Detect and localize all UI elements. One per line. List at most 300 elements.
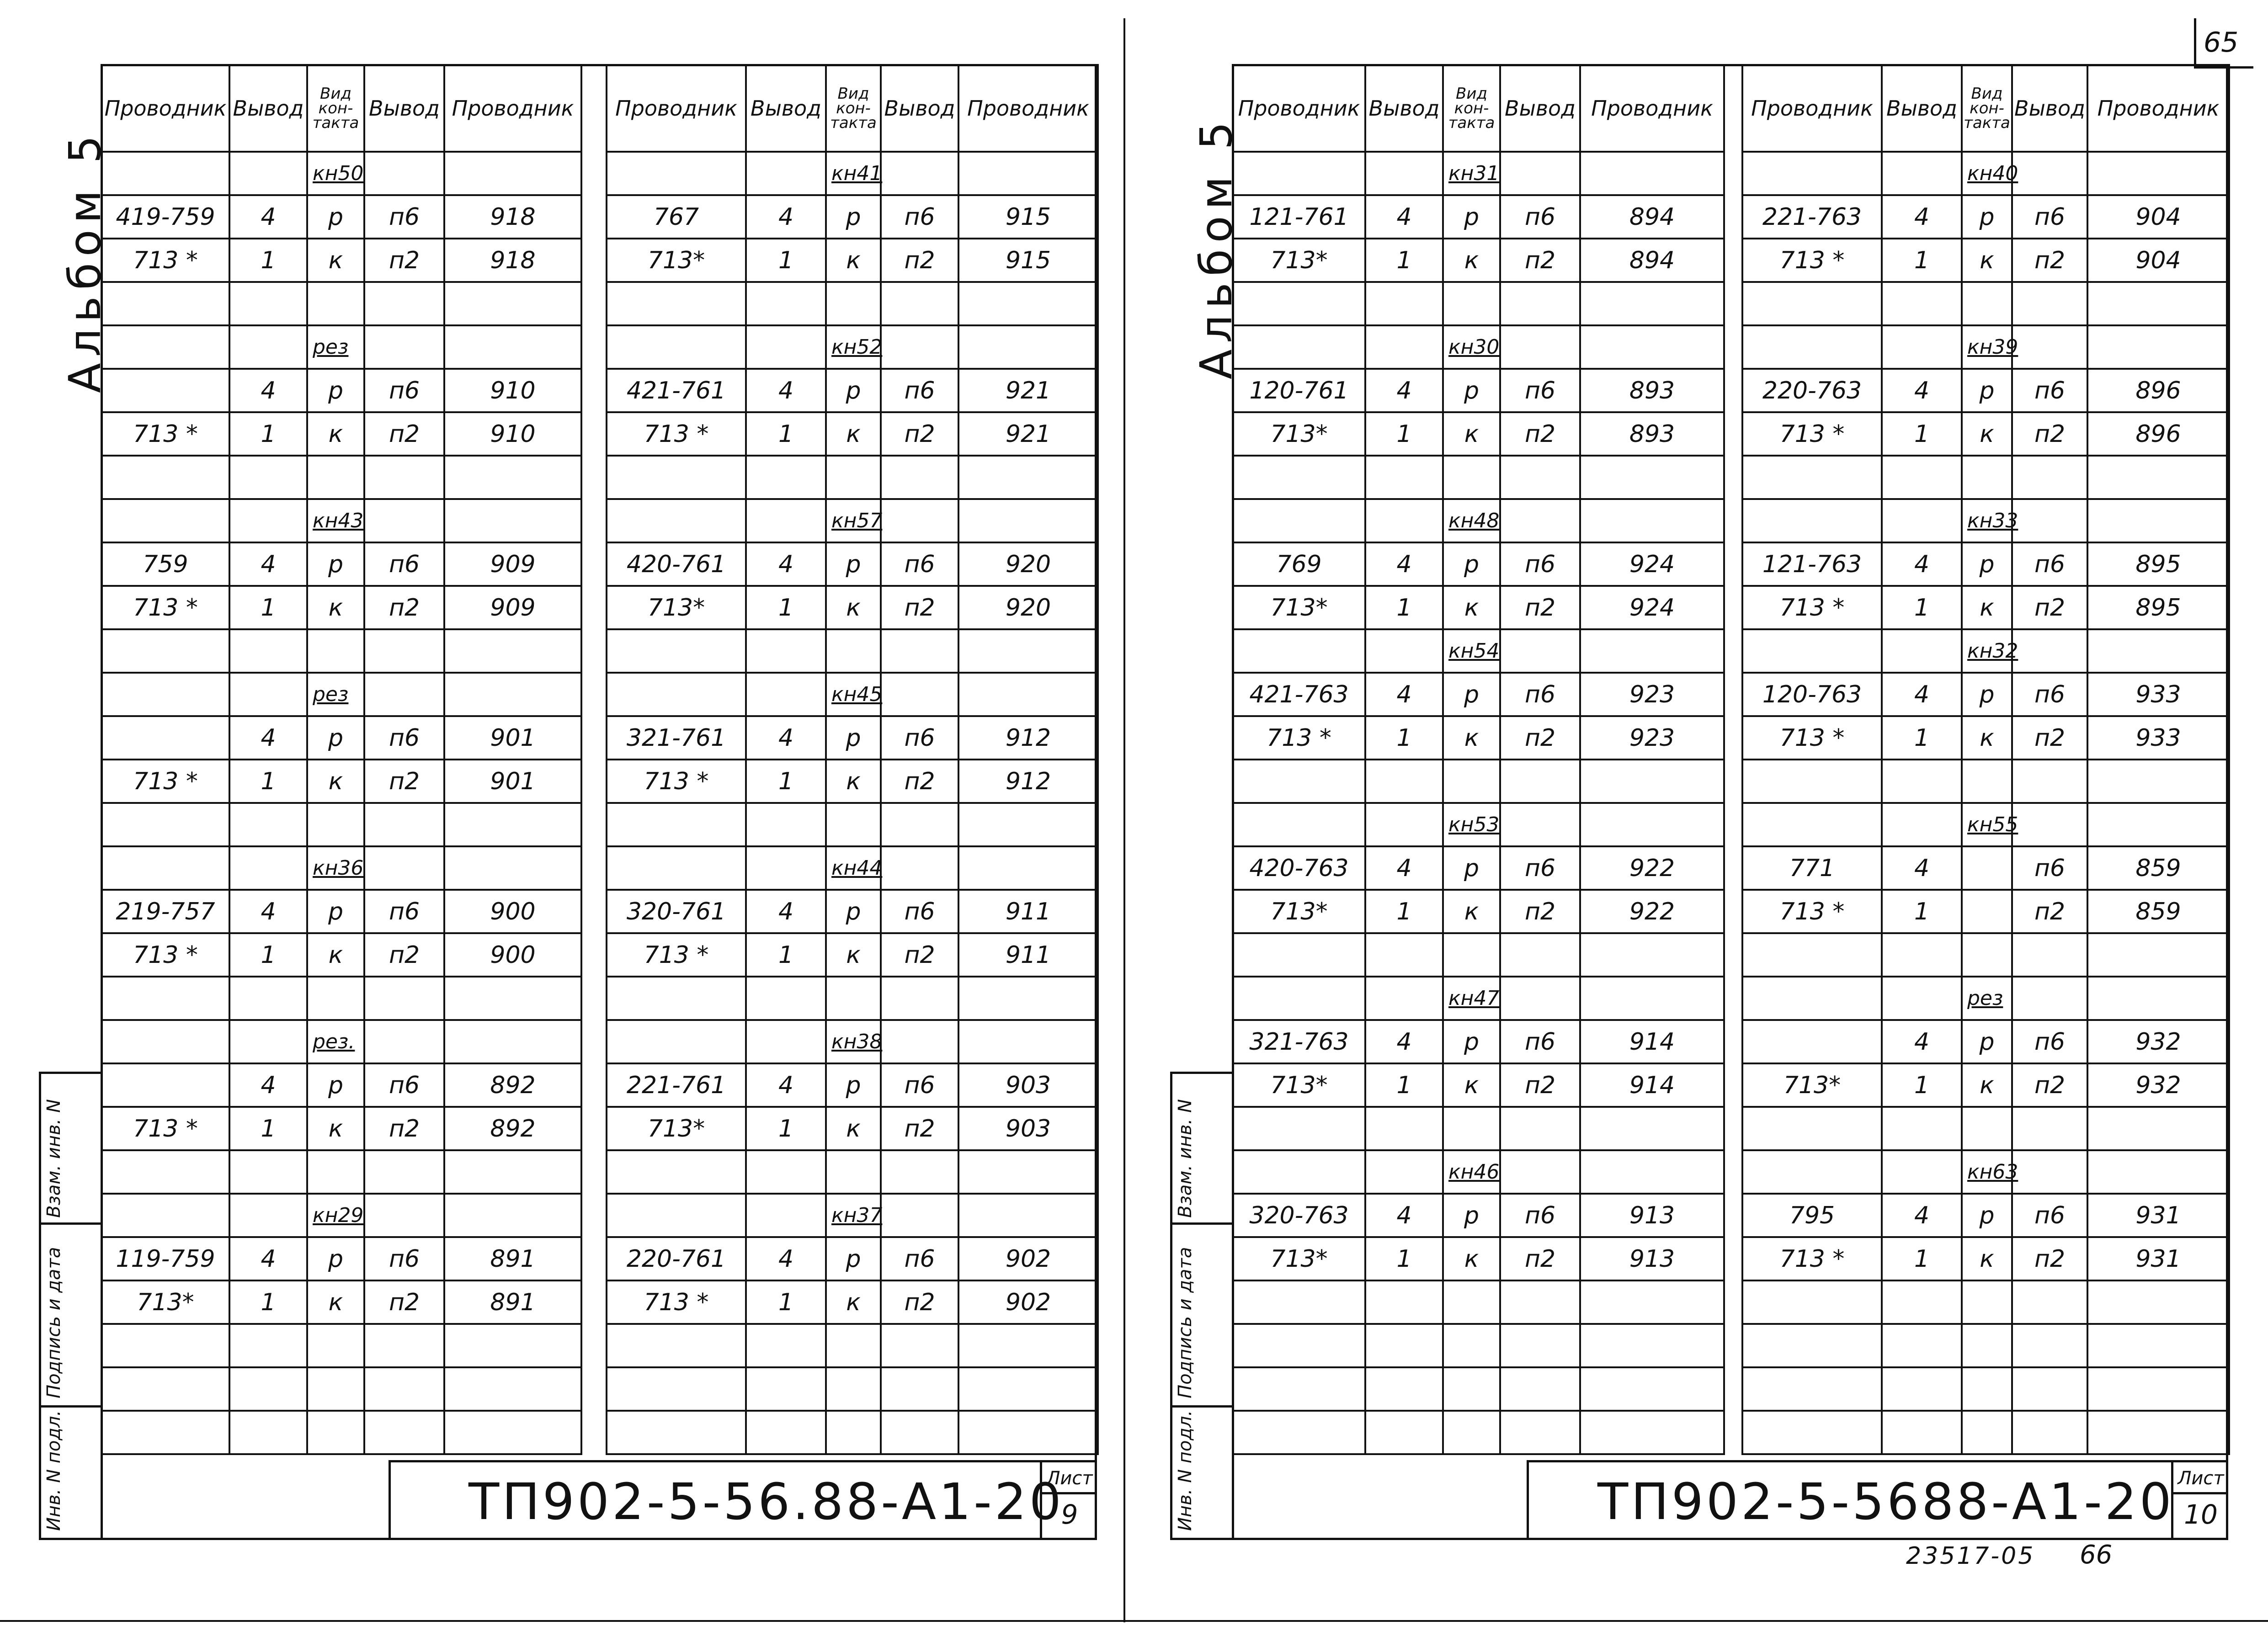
conductor-cell (607, 1411, 746, 1454)
terminal-cell (746, 803, 826, 846)
table-row (607, 239, 1098, 282)
left-side-label-sign-date: Подпись и дата (43, 1247, 64, 1398)
conductor-cell (444, 1020, 581, 1063)
terminal-cell (229, 456, 307, 499)
contact-group-label: кн46 (1443, 1150, 1500, 1194)
contact-type-cell: к (1962, 1237, 2012, 1280)
table-row (1742, 586, 2229, 629)
terminal-cell (1882, 282, 1962, 325)
footer-note: 23517-05 (1906, 1542, 2035, 1570)
conductor-cell (1233, 1150, 1365, 1194)
conductor-cell (444, 846, 581, 890)
terminal-cell: 1 (1365, 716, 1443, 760)
terminal-cell: 4 (229, 195, 307, 239)
conductor-cell (2087, 1150, 2229, 1194)
conductor-cell (101, 673, 229, 716)
conductor-cell (1233, 1107, 1365, 1150)
table-row (101, 977, 581, 1020)
left-side-label-replace: Взам. инв. N (43, 1099, 64, 1218)
table-row (607, 1107, 1098, 1150)
header-terminal: Вывод (2012, 65, 2087, 152)
terminal-cell (1365, 456, 1443, 499)
conductor-cell: 421-763 (1233, 673, 1365, 716)
table-row (1233, 369, 1724, 412)
contact-type-cell: р (307, 716, 364, 760)
table-row (607, 629, 1098, 673)
conductor-cell (101, 977, 229, 1020)
terminal-cell (1365, 803, 1443, 846)
contact-type-cell: к (307, 760, 364, 803)
conductor-cell (101, 369, 229, 412)
header-conductor: Проводник (958, 65, 1098, 152)
conductor-cell: 914 (1580, 1020, 1724, 1063)
contact-type-cell: р (1962, 195, 2012, 239)
table-row (1233, 716, 1724, 760)
conductor-cell (1233, 1324, 1365, 1367)
conductor-cell: 121-763 (1742, 542, 1882, 586)
terminal-cell (364, 803, 444, 846)
conductor-cell (607, 456, 746, 499)
table-row (1233, 152, 1724, 195)
terminal-cell: 4 (1882, 195, 1962, 239)
table-row (101, 1367, 581, 1411)
terminal-cell (746, 1194, 826, 1237)
conductor-cell (1233, 282, 1365, 325)
terminal-cell (881, 846, 958, 890)
contact-group-label: кн30 (1443, 325, 1500, 369)
terminal-cell: п6 (364, 542, 444, 586)
conductor-cell: 713* (607, 586, 746, 629)
table-row (607, 542, 1098, 586)
sheet-fold-line (1123, 18, 1125, 1622)
terminal-cell (881, 977, 958, 1020)
page-number: 65 (2204, 27, 2239, 58)
terminal-cell (881, 152, 958, 195)
contact-group-label: кн40 (1962, 152, 2012, 195)
contact-group-label: кн38 (826, 1020, 881, 1063)
terminal-cell: 1 (1882, 1063, 1962, 1107)
contact-type-cell (826, 282, 881, 325)
contact-type-cell: р (307, 890, 364, 933)
conductor-cell (444, 1411, 581, 1454)
conductor-cell (958, 1324, 1098, 1367)
conductor-cell: 769 (1233, 542, 1365, 586)
header-terminal: Вывод (881, 65, 958, 152)
terminal-cell (1500, 282, 1580, 325)
header-conductor: Проводник (1580, 65, 1724, 152)
conductor-cell: 713 * (607, 760, 746, 803)
terminal-cell: п2 (2012, 239, 2087, 282)
conductor-cell (607, 1020, 746, 1063)
conductor-cell: 933 (2087, 673, 2229, 716)
terminal-cell (881, 803, 958, 846)
left-drawing-code: ТП902-5-56.88-А1-20 (469, 1472, 1064, 1531)
conductor-cell (444, 673, 581, 716)
terminal-cell (1500, 152, 1580, 195)
terminal-cell: п2 (2012, 412, 2087, 456)
terminal-cell (364, 673, 444, 716)
conductor-cell: 909 (444, 542, 581, 586)
terminal-cell: 4 (746, 542, 826, 586)
terminal-cell: 1 (746, 412, 826, 456)
terminal-cell (2012, 977, 2087, 1020)
terminal-cell: 4 (1365, 846, 1443, 890)
right-sheet-table-1-body (1233, 152, 1724, 1454)
terminal-cell: п2 (881, 760, 958, 803)
table-row (607, 977, 1098, 1020)
terminal-cell: 1 (1365, 239, 1443, 282)
conductor-cell: 901 (444, 760, 581, 803)
table-row (101, 760, 581, 803)
header-terminal: Вывод (229, 65, 307, 152)
conductor-cell (1233, 1411, 1365, 1454)
terminal-cell: п6 (2012, 673, 2087, 716)
table-row (1233, 586, 1724, 629)
terminal-cell: п2 (364, 586, 444, 629)
terminal-cell (1500, 1367, 1580, 1411)
conductor-cell (607, 846, 746, 890)
conductor-cell: 220-763 (1742, 369, 1882, 412)
contact-group-label: кн31 (1443, 152, 1500, 195)
table-row (101, 282, 581, 325)
terminal-cell (746, 1367, 826, 1411)
contact-type-cell: р (1962, 1194, 2012, 1237)
table-row (101, 1324, 581, 1367)
terminal-cell: 1 (1882, 1237, 1962, 1280)
contact-type-cell (1962, 1107, 2012, 1150)
conductor-cell: 420-761 (607, 542, 746, 586)
right-drawing-code: ТП902-5-5688-А1-20 (1597, 1472, 2174, 1531)
conductor-cell: 120-761 (1233, 369, 1365, 412)
contact-group-label: кн63 (1962, 1150, 2012, 1194)
terminal-cell (229, 152, 307, 195)
terminal-cell: п2 (2012, 716, 2087, 760)
table-row (1233, 499, 1724, 542)
terminal-cell (364, 977, 444, 1020)
table-row (607, 933, 1098, 977)
footer-note-2: 66 (2080, 1540, 2113, 1570)
terminal-cell (364, 325, 444, 369)
conductor-cell: 759 (101, 542, 229, 586)
conductor-cell (1742, 760, 1882, 803)
terminal-cell (2012, 629, 2087, 673)
conductor-cell: 771 (1742, 846, 1882, 890)
terminal-cell (364, 499, 444, 542)
terminal-cell (1365, 629, 1443, 673)
terminal-cell: 4 (1882, 673, 1962, 716)
table-row (607, 1194, 1098, 1237)
conductor-cell: 713* (1233, 412, 1365, 456)
table-row (101, 1411, 581, 1454)
table-row (607, 890, 1098, 933)
terminal-cell: 1 (1365, 1063, 1443, 1107)
conductor-cell (1233, 933, 1365, 977)
conductor-cell (1580, 499, 1724, 542)
contact-group-label: кн39 (1962, 325, 2012, 369)
terminal-cell (364, 456, 444, 499)
terminal-cell (1500, 456, 1580, 499)
terminal-cell: п6 (1500, 1194, 1580, 1237)
terminal-cell: п6 (881, 1237, 958, 1280)
right-side-label-sign-date: Подпись и дата (1175, 1247, 1196, 1398)
conductor-cell (1742, 499, 1882, 542)
table-row (1742, 846, 2229, 890)
contact-type-cell (826, 1411, 881, 1454)
contact-group-label: кн54 (1443, 629, 1500, 673)
contact-type-cell: р (826, 542, 881, 586)
terminal-cell (881, 1020, 958, 1063)
table-row (101, 716, 581, 760)
conductor-cell (607, 282, 746, 325)
conductor-cell (1580, 152, 1724, 195)
contact-group-label: кн53 (1443, 803, 1500, 846)
conductor-cell: 713 * (101, 760, 229, 803)
conductor-cell (101, 629, 229, 673)
terminal-cell (2012, 152, 2087, 195)
terminal-cell: п2 (1500, 239, 1580, 282)
terminal-cell: п6 (364, 195, 444, 239)
terminal-cell (364, 1020, 444, 1063)
table-row (1233, 803, 1724, 846)
contact-type-cell (826, 1150, 881, 1194)
conductor-cell: 933 (2087, 716, 2229, 760)
terminal-cell (881, 456, 958, 499)
table-row (1742, 890, 2229, 933)
contact-type-cell (1962, 456, 2012, 499)
conductor-cell (1742, 803, 1882, 846)
conductor-cell (958, 152, 1098, 195)
conductor-cell (1580, 1324, 1724, 1367)
terminal-cell: п6 (881, 716, 958, 760)
terminal-cell: 1 (1882, 890, 1962, 933)
table-row (101, 369, 581, 412)
contact-type-cell (1962, 1324, 2012, 1367)
right-sheet-table-1 (1232, 64, 1725, 1455)
header-conductor: Проводник (444, 65, 581, 152)
terminal-cell: 1 (1365, 890, 1443, 933)
terminal-cell (1500, 1411, 1580, 1454)
conductor-cell (958, 1150, 1098, 1194)
table-row (101, 1107, 581, 1150)
table-row (1742, 369, 2229, 412)
conductor-cell (1580, 1107, 1724, 1150)
conductor-cell: 894 (1580, 239, 1724, 282)
terminal-cell: п2 (364, 933, 444, 977)
table-row (101, 803, 581, 846)
terminal-cell: п6 (2012, 846, 2087, 890)
contact-type-cell: р (307, 1237, 364, 1280)
contact-type-cell: к (826, 586, 881, 629)
conductor-cell: 713* (1233, 890, 1365, 933)
table-row (101, 890, 581, 933)
conductor-cell (1742, 282, 1882, 325)
conductor-cell (444, 803, 581, 846)
conductor-cell (444, 325, 581, 369)
conductor-cell (607, 803, 746, 846)
contact-group-label: кн37 (826, 1194, 881, 1237)
conductor-cell: 894 (1580, 195, 1724, 239)
conductor-cell: 900 (444, 890, 581, 933)
table-row (1742, 412, 2229, 456)
conductor-cell (607, 1150, 746, 1194)
terminal-cell: 1 (746, 586, 826, 629)
conductor-cell: 713 * (1742, 1237, 1882, 1280)
conductor-cell (607, 977, 746, 1020)
right-sheet-label: Лист (2173, 1462, 2228, 1494)
terminal-cell: п2 (881, 933, 958, 977)
conductor-cell: 911 (958, 933, 1098, 977)
table-row (607, 673, 1098, 716)
table-row (101, 152, 581, 195)
conductor-cell: 914 (1580, 1063, 1724, 1107)
terminal-cell (1882, 629, 1962, 673)
terminal-cell (746, 846, 826, 890)
conductor-cell (101, 1020, 229, 1063)
conductor-cell: 932 (2087, 1020, 2229, 1063)
conductor-cell: 893 (1580, 369, 1724, 412)
conductor-cell (101, 803, 229, 846)
terminal-cell (364, 846, 444, 890)
conductor-cell (958, 1194, 1098, 1237)
conductor-cell: 915 (958, 195, 1098, 239)
table-row (1233, 1411, 1724, 1454)
conductor-cell: 896 (2087, 412, 2229, 456)
conductor-cell: 713 * (1742, 716, 1882, 760)
conductor-cell: 915 (958, 239, 1098, 282)
table-row (607, 1063, 1098, 1107)
conductor-cell (2087, 1411, 2229, 1454)
conductor-cell (101, 1324, 229, 1367)
table-row (101, 1280, 581, 1324)
contact-group-label: кн45 (826, 673, 881, 716)
conductor-cell (1742, 629, 1882, 673)
contact-type-cell: к (307, 1107, 364, 1150)
conductor-cell: 923 (1580, 716, 1724, 760)
table-row (607, 369, 1098, 412)
conductor-cell: 901 (444, 716, 581, 760)
terminal-cell: п2 (1500, 586, 1580, 629)
conductor-cell: 219-757 (101, 890, 229, 933)
terminal-cell (881, 282, 958, 325)
table-row (607, 282, 1098, 325)
contact-type-cell: р (1443, 673, 1500, 716)
conductor-cell (2087, 152, 2229, 195)
conductor-cell (607, 629, 746, 673)
conductor-cell (1233, 499, 1365, 542)
table-row (101, 1150, 581, 1194)
terminal-cell (2012, 282, 2087, 325)
terminal-cell (1882, 456, 1962, 499)
contact-group-label: кн47 (1443, 977, 1500, 1020)
terminal-cell: 4 (229, 1237, 307, 1280)
terminal-cell: 4 (746, 195, 826, 239)
table-row (1742, 716, 2229, 760)
terminal-cell: п6 (2012, 1020, 2087, 1063)
table-row (1742, 1237, 2229, 1280)
conductor-cell: 713 * (607, 412, 746, 456)
terminal-cell: п6 (881, 195, 958, 239)
conductor-cell (101, 325, 229, 369)
contact-group-label: рез. (307, 1020, 364, 1063)
left-sheet-label: Лист (1042, 1462, 1097, 1494)
contact-type-cell: р (826, 1063, 881, 1107)
contact-type-cell: к (1443, 239, 1500, 282)
contact-group-label: кн36 (307, 846, 364, 890)
terminal-cell (1882, 1150, 1962, 1194)
table-row (1742, 499, 2229, 542)
conductor-cell (958, 629, 1098, 673)
conductor-cell: 713 * (101, 933, 229, 977)
terminal-cell (1500, 760, 1580, 803)
conductor-cell (1580, 1280, 1724, 1324)
terminal-cell: п2 (881, 586, 958, 629)
table-row (1742, 1194, 2229, 1237)
table-row (1233, 282, 1724, 325)
table-row (101, 325, 581, 369)
table-row (1742, 1367, 2229, 1411)
table-row (607, 1020, 1098, 1063)
conductor-cell (958, 499, 1098, 542)
terminal-cell (881, 499, 958, 542)
terminal-cell (881, 1194, 958, 1237)
terminal-cell (746, 1020, 826, 1063)
terminal-cell (746, 673, 826, 716)
conductor-cell (607, 499, 746, 542)
conductor-cell: 421-761 (607, 369, 746, 412)
table-row (1742, 325, 2229, 369)
conductor-cell (444, 1324, 581, 1367)
terminal-cell (1365, 152, 1443, 195)
terminal-cell (1882, 977, 1962, 1020)
conductor-cell: 918 (444, 239, 581, 282)
terminal-cell: 4 (1365, 542, 1443, 586)
table-row (101, 1063, 581, 1107)
right-side-label-replace: Взам. инв. N (1175, 1099, 1196, 1218)
conductor-cell: 923 (1580, 673, 1724, 716)
terminal-cell (746, 1150, 826, 1194)
table-row (607, 803, 1098, 846)
left-side-label-inv: Инв. N подл. (43, 1410, 64, 1531)
table-row (1233, 412, 1724, 456)
table-row (1233, 1324, 1724, 1367)
table-row (101, 1020, 581, 1063)
conductor-cell (2087, 282, 2229, 325)
contact-type-cell: р (307, 1063, 364, 1107)
table-row (101, 239, 581, 282)
terminal-cell: 4 (1882, 1020, 1962, 1063)
terminal-cell: п2 (2012, 586, 2087, 629)
table-row (607, 1150, 1098, 1194)
terminal-cell: 4 (229, 890, 307, 933)
conductor-cell: 922 (1580, 890, 1724, 933)
contact-type-cell (826, 977, 881, 1020)
conductor-cell: 713 * (607, 1280, 746, 1324)
contact-type-cell: р (1443, 846, 1500, 890)
terminal-cell (746, 282, 826, 325)
table-row (607, 716, 1098, 760)
header-terminal: Вывод (364, 65, 444, 152)
conductor-cell (2087, 1367, 2229, 1411)
terminal-cell: 4 (1365, 1020, 1443, 1063)
table-row (101, 586, 581, 629)
contact-group-label: кн57 (826, 499, 881, 542)
table-row (101, 499, 581, 542)
terminal-cell: п2 (1500, 890, 1580, 933)
terminal-cell: п2 (364, 239, 444, 282)
header-conductor: Проводник (1233, 65, 1365, 152)
terminal-cell: 4 (1882, 846, 1962, 890)
contact-type-cell (1443, 1107, 1500, 1150)
